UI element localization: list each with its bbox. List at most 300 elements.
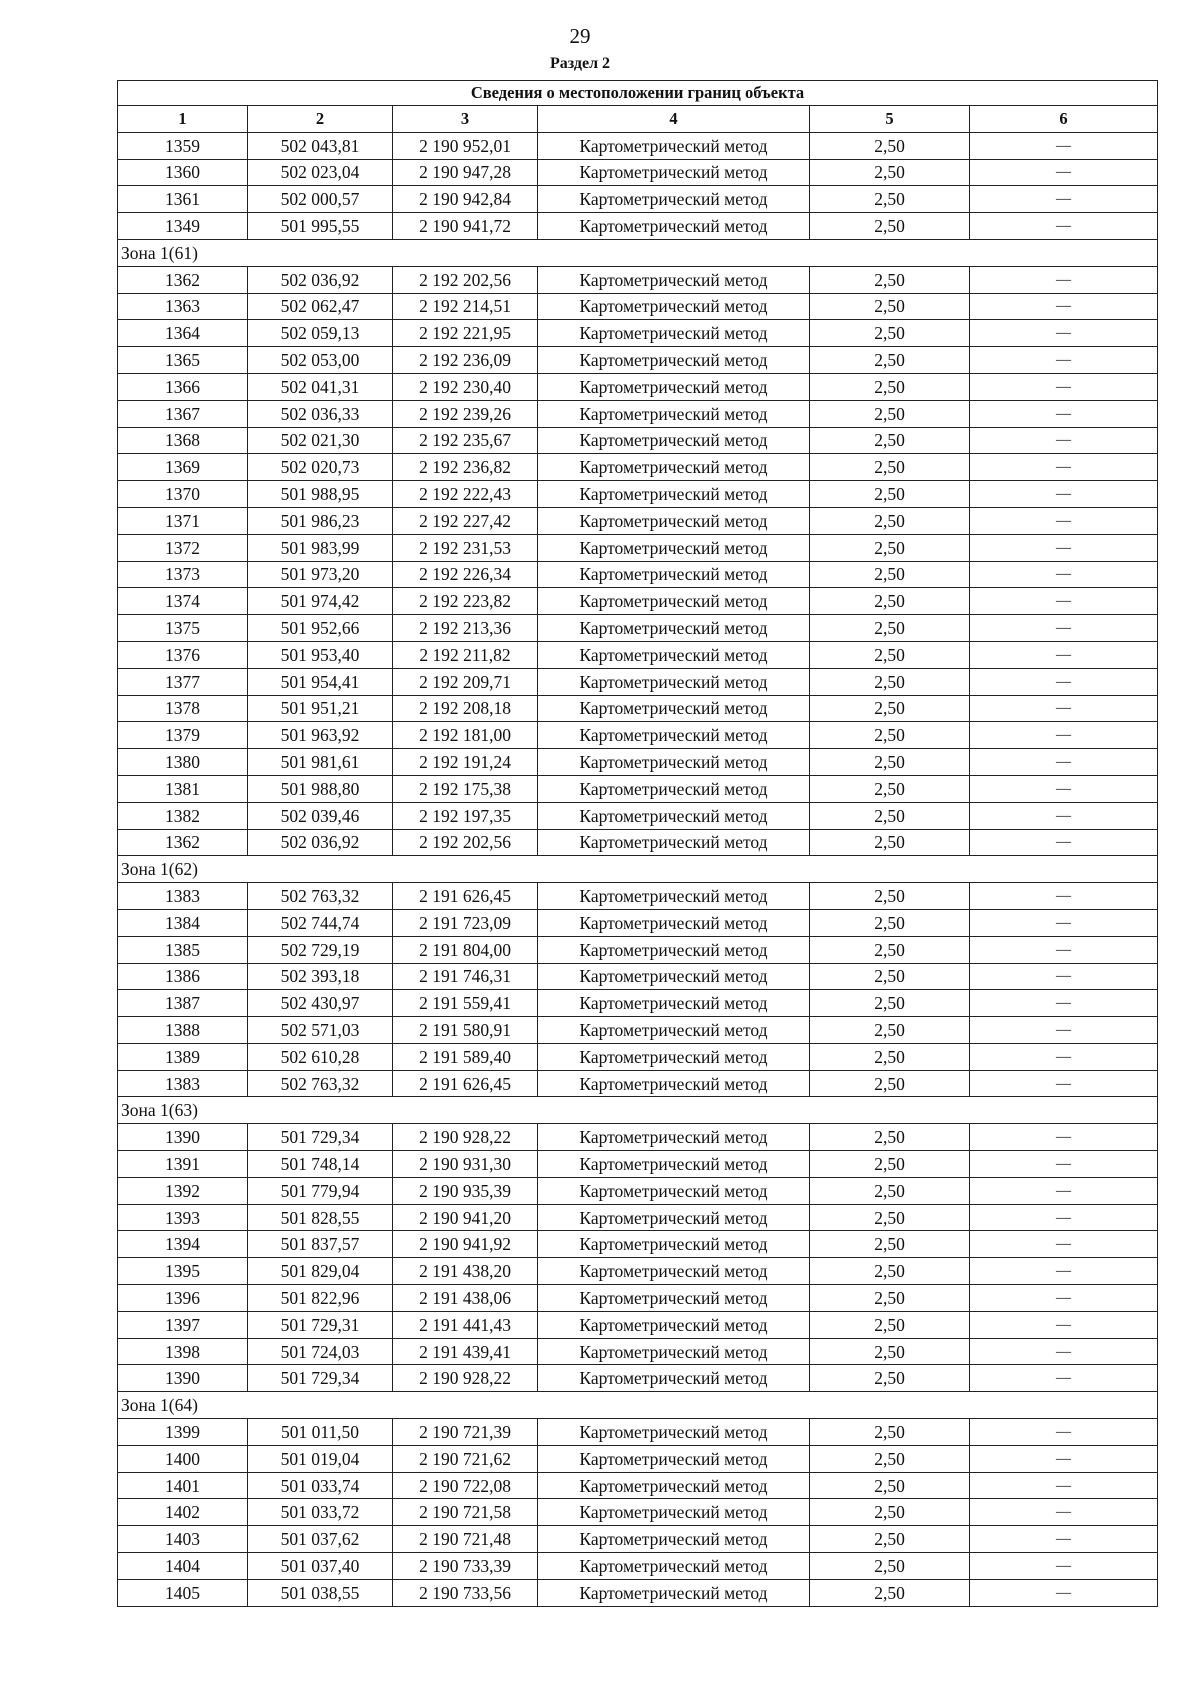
y-coordinate-cell: 2 190 952,01 [393,132,538,159]
y-coordinate-cell: 2 192 239,26 [393,400,538,427]
y-coordinate-cell: 2 192 222,43 [393,481,538,508]
table-row [118,373,1158,400]
description-cell: — [970,186,1158,213]
point-number-cell: 1403 [118,1526,248,1553]
description-cell: — [970,1124,1158,1151]
x-coordinate-cell: 502 571,03 [248,1017,393,1044]
method-cell: Картометрический метод [538,1017,810,1044]
method-cell: Картометрический метод [538,909,810,936]
zone-row [118,856,1158,883]
accuracy-cell: 2,50 [810,186,970,213]
method-cell: Картометрический метод [538,802,810,829]
table-row [118,266,1158,293]
table-row [118,909,1158,936]
method-cell: Картометрический метод [538,186,810,213]
accuracy-cell: 2,50 [810,1365,970,1392]
y-coordinate-cell: 2 192 208,18 [393,695,538,722]
point-number-cell: 1360 [118,159,248,186]
description-cell: — [970,1017,1158,1044]
accuracy-cell: 2,50 [810,1499,970,1526]
table-row [118,159,1158,186]
boundary-coordinates-table [117,80,1158,1607]
description-cell: — [970,695,1158,722]
x-coordinate-cell: 501 963,92 [248,722,393,749]
point-number-cell: 1362 [118,829,248,856]
x-coordinate-cell: 502 036,33 [248,400,393,427]
description-cell: — [970,641,1158,668]
y-coordinate-cell: 2 192 235,67 [393,427,538,454]
point-number-cell: 1369 [118,454,248,481]
description-cell: — [970,668,1158,695]
accuracy-cell: 2,50 [810,400,970,427]
y-coordinate-cell: 2 190 928,22 [393,1365,538,1392]
y-coordinate-cell: 2 190 935,39 [393,1177,538,1204]
table-row [118,1419,1158,1446]
x-coordinate-cell: 502 036,92 [248,266,393,293]
y-coordinate-cell: 2 191 589,40 [393,1043,538,1070]
point-number-cell: 1404 [118,1553,248,1580]
point-number-cell: 1385 [118,936,248,963]
table-row [118,534,1158,561]
table-row [118,1285,1158,1312]
method-cell: Картометрический метод [538,775,810,802]
x-coordinate-cell: 502 729,19 [248,936,393,963]
x-coordinate-cell: 502 020,73 [248,454,393,481]
table-row [118,829,1158,856]
method-cell: Картометрический метод [538,454,810,481]
point-number-cell: 1349 [118,213,248,240]
method-cell: Картометрический метод [538,1043,810,1070]
description-cell: — [970,722,1158,749]
method-cell: Картометрический метод [538,1258,810,1285]
description-cell: — [970,1204,1158,1231]
table-row [118,293,1158,320]
description-cell: — [970,1151,1158,1178]
y-coordinate-cell: 2 191 439,41 [393,1338,538,1365]
y-coordinate-cell: 2 190 931,30 [393,1151,538,1178]
point-number-cell: 1374 [118,588,248,615]
accuracy-cell: 2,50 [810,561,970,588]
y-coordinate-cell: 2 191 804,00 [393,936,538,963]
point-number-cell: 1373 [118,561,248,588]
y-coordinate-cell: 2 192 202,56 [393,266,538,293]
description-cell: — [970,1579,1158,1606]
table-row [118,883,1158,910]
y-coordinate-cell: 2 191 580,91 [393,1017,538,1044]
point-number-cell: 1376 [118,641,248,668]
point-number-cell: 1388 [118,1017,248,1044]
method-cell: Картометрический метод [538,990,810,1017]
method-cell: Картометрический метод [538,936,810,963]
column-header: 6 [970,106,1158,133]
method-cell: Картометрический метод [538,588,810,615]
accuracy-cell: 2,50 [810,1526,970,1553]
method-cell: Картометрический метод [538,1311,810,1338]
point-number-cell: 1375 [118,615,248,642]
y-coordinate-cell: 2 191 626,45 [393,1070,538,1097]
y-coordinate-cell: 2 191 626,45 [393,883,538,910]
x-coordinate-cell: 502 041,31 [248,373,393,400]
y-coordinate-cell: 2 192 202,56 [393,829,538,856]
table-row [118,936,1158,963]
y-coordinate-cell: 2 191 438,20 [393,1258,538,1285]
method-cell: Картометрический метод [538,561,810,588]
method-cell: Картометрический метод [538,1338,810,1365]
point-number-cell: 1364 [118,320,248,347]
point-number-cell: 1383 [118,883,248,910]
y-coordinate-cell: 2 192 227,42 [393,507,538,534]
column-header: 2 [248,106,393,133]
method-cell: Картометрический метод [538,507,810,534]
point-number-cell: 1380 [118,749,248,776]
description-cell: — [970,1231,1158,1258]
x-coordinate-cell: 502 039,46 [248,802,393,829]
point-number-cell: 1405 [118,1579,248,1606]
point-number-cell: 1377 [118,668,248,695]
method-cell: Картометрический метод [538,829,810,856]
description-cell: — [970,936,1158,963]
description-cell: — [970,534,1158,561]
method-cell: Картометрический метод [538,213,810,240]
column-header: 4 [538,106,810,133]
point-number-cell: 1368 [118,427,248,454]
accuracy-cell: 2,50 [810,668,970,695]
table-row [118,347,1158,374]
description-cell: — [970,1043,1158,1070]
method-cell: Картометрический метод [538,1553,810,1580]
description-cell: — [970,213,1158,240]
x-coordinate-cell: 501 037,40 [248,1553,393,1580]
table-row [118,320,1158,347]
accuracy-cell: 2,50 [810,481,970,508]
y-coordinate-cell: 2 190 721,62 [393,1445,538,1472]
point-number-cell: 1382 [118,802,248,829]
method-cell: Картометрический метод [538,1526,810,1553]
method-cell: Картометрический метод [538,1365,810,1392]
point-number-cell: 1361 [118,186,248,213]
method-cell: Картометрический метод [538,695,810,722]
accuracy-cell: 2,50 [810,1311,970,1338]
method-cell: Картометрический метод [538,1499,810,1526]
x-coordinate-cell: 501 983,99 [248,534,393,561]
point-number-cell: 1401 [118,1472,248,1499]
accuracy-cell: 2,50 [810,1419,970,1446]
point-number-cell: 1363 [118,293,248,320]
table-row [118,695,1158,722]
accuracy-cell: 2,50 [810,1177,970,1204]
accuracy-cell: 2,50 [810,1472,970,1499]
y-coordinate-cell: 2 191 723,09 [393,909,538,936]
x-coordinate-cell: 501 951,21 [248,695,393,722]
description-cell: — [970,1499,1158,1526]
point-number-cell: 1402 [118,1499,248,1526]
x-coordinate-cell: 501 033,74 [248,1472,393,1499]
description-cell: — [970,990,1158,1017]
table-row [118,1526,1158,1553]
y-coordinate-cell: 2 191 559,41 [393,990,538,1017]
x-coordinate-cell: 501 986,23 [248,507,393,534]
point-number-cell: 1378 [118,695,248,722]
y-coordinate-cell: 2 192 223,82 [393,588,538,615]
description-cell: — [970,1338,1158,1365]
description-cell: — [970,266,1158,293]
y-coordinate-cell: 2 190 942,84 [393,186,538,213]
method-cell: Картометрический метод [538,1285,810,1312]
description-cell: — [970,1365,1158,1392]
method-cell: Картометрический метод [538,1445,810,1472]
y-coordinate-cell: 2 192 213,36 [393,615,538,642]
accuracy-cell: 2,50 [810,1017,970,1044]
table-row [118,132,1158,159]
table-row [118,990,1158,1017]
description-cell: — [970,1526,1158,1553]
y-coordinate-cell: 2 190 721,58 [393,1499,538,1526]
method-cell: Картометрический метод [538,320,810,347]
table-row [118,1499,1158,1526]
x-coordinate-cell: 502 059,13 [248,320,393,347]
method-cell: Картометрический метод [538,400,810,427]
table-row [118,561,1158,588]
section-title: Раздел 2 [549,55,611,72]
y-coordinate-cell: 2 192 209,71 [393,668,538,695]
accuracy-cell: 2,50 [810,373,970,400]
point-number-cell: 1367 [118,400,248,427]
accuracy-cell: 2,50 [810,454,970,481]
point-number-cell: 1387 [118,990,248,1017]
description-cell: — [970,1472,1158,1499]
accuracy-cell: 2,50 [810,1043,970,1070]
zone-label: Зона 1(61) [118,239,1158,266]
y-coordinate-cell: 2 190 733,39 [393,1553,538,1580]
accuracy-cell: 2,50 [810,990,970,1017]
table-row [118,641,1158,668]
accuracy-cell: 2,50 [810,749,970,776]
table-row [118,722,1158,749]
method-cell: Картометрический метод [538,373,810,400]
x-coordinate-cell: 502 062,47 [248,293,393,320]
y-coordinate-cell: 2 190 721,39 [393,1419,538,1446]
table-row [118,1151,1158,1178]
x-coordinate-cell: 501 724,03 [248,1338,393,1365]
point-number-cell: 1390 [118,1365,248,1392]
point-number-cell: 1370 [118,481,248,508]
description-cell: — [970,347,1158,374]
point-number-cell: 1366 [118,373,248,400]
description-cell: — [970,1285,1158,1312]
table-row [118,1553,1158,1580]
accuracy-cell: 2,50 [810,775,970,802]
point-number-cell: 1384 [118,909,248,936]
x-coordinate-cell: 501 748,14 [248,1151,393,1178]
description-cell: — [970,454,1158,481]
y-coordinate-cell: 2 190 941,92 [393,1231,538,1258]
method-cell: Картометрический метод [538,293,810,320]
description-cell: — [970,293,1158,320]
table-row [118,1311,1158,1338]
description-cell: — [970,427,1158,454]
x-coordinate-cell: 502 763,32 [248,883,393,910]
method-cell: Картометрический метод [538,481,810,508]
y-coordinate-cell: 2 190 941,72 [393,213,538,240]
accuracy-cell: 2,50 [810,1151,970,1178]
point-number-cell: 1400 [118,1445,248,1472]
point-number-cell: 1399 [118,1419,248,1446]
table-caption: Сведения о местоположении границ объекта [118,81,1158,106]
x-coordinate-cell: 501 011,50 [248,1419,393,1446]
table-row [118,1258,1158,1285]
description-cell: — [970,1445,1158,1472]
accuracy-cell: 2,50 [810,1124,970,1151]
accuracy-cell: 2,50 [810,266,970,293]
y-coordinate-cell: 2 192 175,38 [393,775,538,802]
table-row [118,615,1158,642]
x-coordinate-cell: 501 837,57 [248,1231,393,1258]
accuracy-cell: 2,50 [810,427,970,454]
table-row [118,400,1158,427]
x-coordinate-cell: 501 973,20 [248,561,393,588]
accuracy-cell: 2,50 [810,909,970,936]
zone-row [118,1392,1158,1419]
column-header: 1 [118,106,248,133]
accuracy-cell: 2,50 [810,936,970,963]
column-number-row [118,106,1158,133]
description-cell: — [970,320,1158,347]
description-cell: — [970,1070,1158,1097]
column-header: 3 [393,106,538,133]
x-coordinate-cell: 501 822,96 [248,1285,393,1312]
point-number-cell: 1397 [118,1311,248,1338]
table-row [118,1017,1158,1044]
y-coordinate-cell: 2 190 722,08 [393,1472,538,1499]
y-coordinate-cell: 2 192 230,40 [393,373,538,400]
point-number-cell: 1362 [118,266,248,293]
point-number-cell: 1396 [118,1285,248,1312]
x-coordinate-cell: 501 981,61 [248,749,393,776]
method-cell: Картометрический метод [538,1204,810,1231]
description-cell: — [970,802,1158,829]
table-body [118,132,1158,1606]
table-row [118,775,1158,802]
description-cell: — [970,588,1158,615]
accuracy-cell: 2,50 [810,695,970,722]
x-coordinate-cell: 501 729,34 [248,1124,393,1151]
table-row [118,1445,1158,1472]
description-cell: — [970,561,1158,588]
description-cell: — [970,481,1158,508]
x-coordinate-cell: 501 779,94 [248,1177,393,1204]
accuracy-cell: 2,50 [810,1553,970,1580]
method-cell: Картометрический метод [538,347,810,374]
point-number-cell: 1391 [118,1151,248,1178]
y-coordinate-cell: 2 192 236,82 [393,454,538,481]
method-cell: Картометрический метод [538,963,810,990]
accuracy-cell: 2,50 [810,963,970,990]
x-coordinate-cell: 501 953,40 [248,641,393,668]
description-cell: — [970,132,1158,159]
x-coordinate-cell: 501 038,55 [248,1579,393,1606]
zone-label: Зона 1(62) [118,856,1158,883]
y-coordinate-cell: 2 192 221,95 [393,320,538,347]
x-coordinate-cell: 501 037,62 [248,1526,393,1553]
table-row [118,1472,1158,1499]
y-coordinate-cell: 2 192 226,34 [393,561,538,588]
y-coordinate-cell: 2 191 746,31 [393,963,538,990]
method-cell: Картометрический метод [538,1579,810,1606]
method-cell: Картометрический метод [538,668,810,695]
column-header: 5 [810,106,970,133]
x-coordinate-cell: 501 988,95 [248,481,393,508]
description-cell: — [970,1311,1158,1338]
y-coordinate-cell: 2 190 721,48 [393,1526,538,1553]
page-number: 29 [569,24,591,48]
table-row [118,1231,1158,1258]
description-cell: — [970,1177,1158,1204]
description-cell: — [970,883,1158,910]
accuracy-cell: 2,50 [810,588,970,615]
method-cell: Картометрический метод [538,749,810,776]
table-row [118,1204,1158,1231]
y-coordinate-cell: 2 192 236,09 [393,347,538,374]
table-row [118,749,1158,776]
x-coordinate-cell: 501 033,72 [248,1499,393,1526]
x-coordinate-cell: 502 000,57 [248,186,393,213]
y-coordinate-cell: 2 192 231,53 [393,534,538,561]
zone-label: Зона 1(64) [118,1392,1158,1419]
table-row [118,668,1158,695]
x-coordinate-cell: 502 744,74 [248,909,393,936]
x-coordinate-cell: 502 021,30 [248,427,393,454]
accuracy-cell: 2,50 [810,213,970,240]
x-coordinate-cell: 502 430,97 [248,990,393,1017]
accuracy-cell: 2,50 [810,132,970,159]
point-number-cell: 1394 [118,1231,248,1258]
description-cell: — [970,373,1158,400]
y-coordinate-cell: 2 191 441,43 [393,1311,538,1338]
y-coordinate-cell: 2 192 211,82 [393,641,538,668]
zone-row [118,239,1158,266]
x-coordinate-cell: 501 954,41 [248,668,393,695]
table-row [118,802,1158,829]
point-number-cell: 1395 [118,1258,248,1285]
method-cell: Картометрический метод [538,1070,810,1097]
description-cell: — [970,909,1158,936]
x-coordinate-cell: 501 995,55 [248,213,393,240]
table-row [118,1338,1158,1365]
zone-row [118,1097,1158,1124]
description-cell: — [970,749,1158,776]
accuracy-cell: 2,50 [810,802,970,829]
table-row [118,507,1158,534]
accuracy-cell: 2,50 [810,883,970,910]
x-coordinate-cell: 502 023,04 [248,159,393,186]
x-coordinate-cell: 502 610,28 [248,1043,393,1070]
table-row [118,1177,1158,1204]
method-cell: Картометрический метод [538,1177,810,1204]
x-coordinate-cell: 502 763,32 [248,1070,393,1097]
method-cell: Картометрический метод [538,132,810,159]
description-cell: — [970,159,1158,186]
y-coordinate-cell: 2 192 181,00 [393,722,538,749]
point-number-cell: 1372 [118,534,248,561]
x-coordinate-cell: 502 053,00 [248,347,393,374]
accuracy-cell: 2,50 [810,159,970,186]
point-number-cell: 1379 [118,722,248,749]
method-cell: Картометрический метод [538,1151,810,1178]
accuracy-cell: 2,50 [810,534,970,561]
table-row [118,1365,1158,1392]
x-coordinate-cell: 501 952,66 [248,615,393,642]
table-row [118,588,1158,615]
